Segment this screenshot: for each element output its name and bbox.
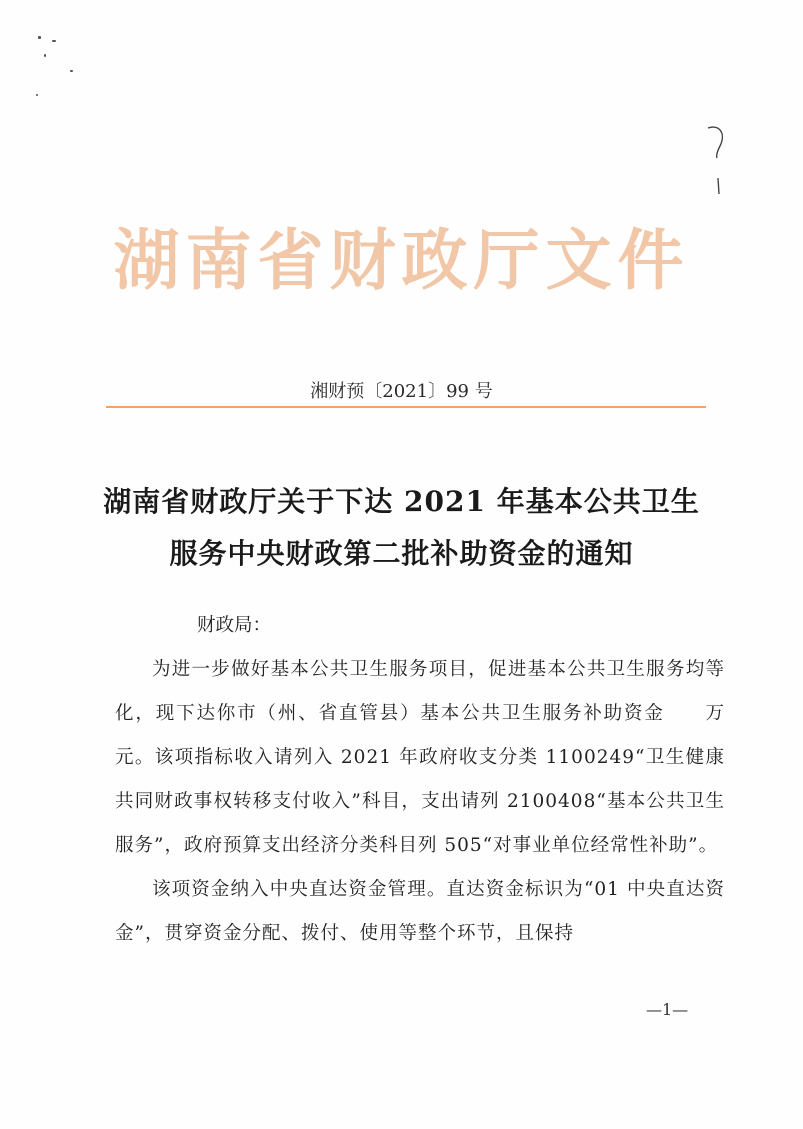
notice-title-line: 服务中央财政第二批补助资金的通知 [169, 537, 634, 570]
handwritten-mark-icon [704, 122, 730, 202]
scan-speck [52, 40, 56, 42]
scan-speck [70, 70, 73, 72]
notice-body [115, 604, 725, 956]
document-header-title: 湖南省财政厅文件 [113, 222, 690, 299]
salutation: 财政局： [197, 615, 272, 636]
document-number: 湘财预〔2021〕99 号 [310, 381, 493, 402]
page-number: —1— [646, 1000, 689, 1019]
scan-speck [36, 94, 38, 96]
header-divider [106, 406, 706, 408]
body-paragraph: 该项资金纳入中央直达资金管理。直达资金标识为“01 中央直达资金”，贯穿资金分配、拨付、使用等整个环节，且保持 [115, 879, 725, 944]
scan-speck [44, 54, 46, 57]
notice-title-line: 湖南省财政厅关于下达 2021 年基本公共卫生 [103, 485, 700, 518]
notice-title [0, 476, 803, 580]
scan-speck [38, 36, 41, 39]
body-paragraph: 为进一步做好基本公共卫生服务项目，促进基本公共卫生服务均等化，现下达你市（州、省直管县）基本公共卫生服务补助资金 万元。该项指标收入请列入 2021 年政府收支分类 1100249“卫生健康共同财政事权转移支付收入”科目，支出请列 2100408“基本公共卫生服务”，政府预算支出经济分类科目列 505“对事业单位经常性补助”。 [115, 659, 725, 856]
